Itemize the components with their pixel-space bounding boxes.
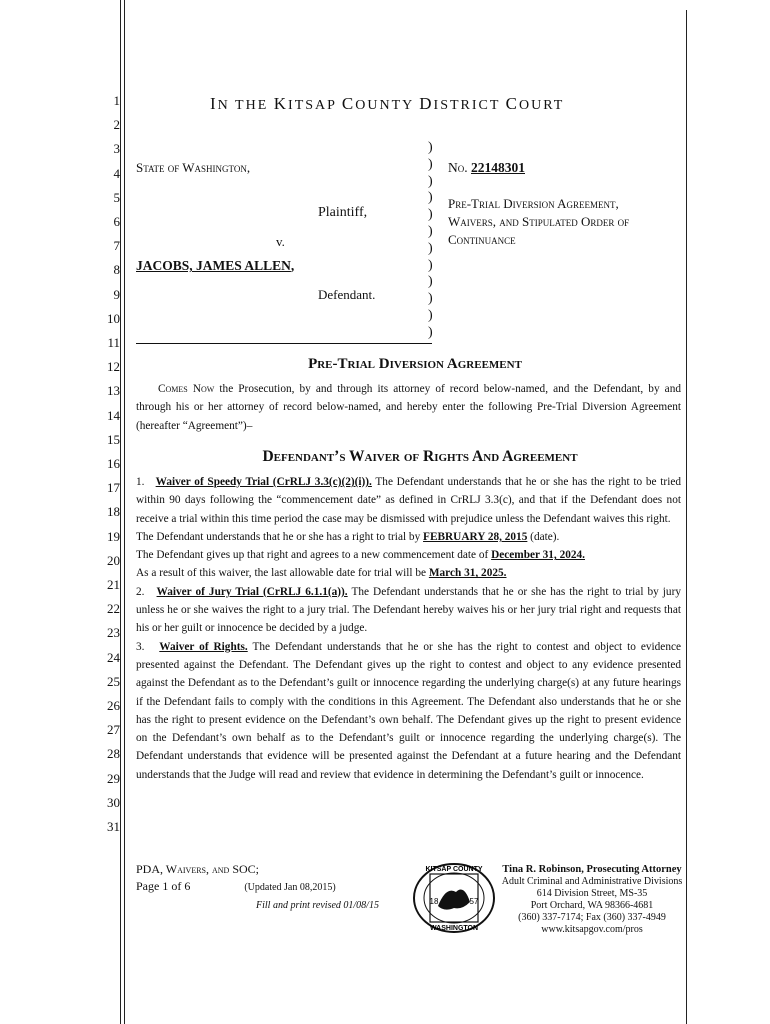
line-number: 31 xyxy=(107,819,120,834)
caption-paren: ) xyxy=(428,207,433,223)
trial-right-line: The Defendant understands that he or she has a right to trial by FEBRUARY 28, 2015 (date). xyxy=(136,530,560,543)
defendant-party: JACOBS, JAMES ALLEN, xyxy=(136,258,295,273)
line-number: 10 xyxy=(107,310,120,326)
footer-page: Page 1 of 6 (Updated Jan 08,2015) xyxy=(136,879,336,893)
svg-text:KITSAP COUNTY: KITSAP COUNTY xyxy=(425,866,483,873)
document-title-line3: Continuance xyxy=(448,232,516,247)
margin-rule xyxy=(120,0,121,1024)
line-number: 16 xyxy=(107,456,120,471)
line-number: 6 xyxy=(113,214,120,229)
waiver-item-3: 3. Waiver of Rights. The Defendant understands that he or she has the right to contest and object to evidence presented against the Defendant. The Defendant gives up the right to contest and object to any evidence presented against the Defendant as to the Defendant’s guilt or innocence regarding the underlying charge(s) at any future hearings if the Defendant fails to comply with the conditions in this Agreement. The Defendant also understands that he or she has the right to present evidence on the Defendant’s own behalf. The Defendant gives up the right to present evidence on the Defendant’s own behalf as to the Defendant’s guilt or innocence regarding the underlying charge(s). The Defendant understands that evidence will be presented against the Defendant at a future hearing and the Defendant understands that the Judge will read and review that evidence in determining the Defendant’s guilt or innocence. xyxy=(136,640,681,781)
caption-paren: ) xyxy=(428,224,433,239)
line-number: 18 xyxy=(107,504,120,520)
plaintiff-party: State of Washington, xyxy=(136,160,251,175)
caption-paren: ) xyxy=(428,173,433,189)
line-number: 8 xyxy=(113,262,120,278)
line-number: 28 xyxy=(107,746,120,762)
line-number: 29 xyxy=(107,770,120,786)
line-number: 15 xyxy=(107,431,120,447)
line-number: 24 xyxy=(107,649,120,665)
waiver-item-1: 1. Waiver of Speedy Trial (CrRLJ 3.3(c)(2)(i)). The Defendant understands that he or she has the right to be tried within 90 days following the “commencement date” as defined in CrRLJ 3.3(c), and that if the Defendant does not receive a trial within this time period the case may be dismissed with prejudice unless the Defendant waives this right. xyxy=(136,476,681,525)
last-date-line: As a result of this waiver, the last allowable date for trial will be March 31, 2025. xyxy=(136,567,507,580)
plaintiff-label: Plaintiff, xyxy=(318,205,368,220)
line-number: 23 xyxy=(107,625,120,641)
prosecutor-address xyxy=(497,864,687,936)
line-number: 20 xyxy=(107,552,120,568)
caption-paren: ) xyxy=(428,291,433,307)
county-seal-icon xyxy=(412,862,496,934)
commencement-line: The Defendant gives up that right and agrees to a new commencement date of December 31, 2024. xyxy=(136,549,585,562)
line-number: 3 xyxy=(113,141,120,157)
line-number: 7 xyxy=(113,238,120,254)
line-number: 17 xyxy=(107,480,120,496)
line-number: 4 xyxy=(113,165,120,181)
line-number: 1 xyxy=(113,93,120,108)
waiver-body xyxy=(136,473,681,784)
line-number: 12 xyxy=(107,359,120,375)
caption-paren: ) xyxy=(428,190,433,206)
caption-paren: ) xyxy=(428,156,433,172)
footer-revised: Fill and print revised 01/08/15 xyxy=(256,900,379,911)
footer-doc-info xyxy=(136,862,379,911)
pta-intro: Comes Now the Prosecution, by and through its attorney of record below-named, and the Defendant, by and through his or her attorney of record below-named, and hereby enter the following Pre-Trial Diversion Agreement (hereafter “Agreement”)– xyxy=(136,383,681,432)
line-number: 30 xyxy=(107,794,120,810)
line-number: 9 xyxy=(113,286,120,302)
line-number: 25 xyxy=(107,673,120,689)
caption-paren: ) xyxy=(428,324,433,340)
case-number: No. 22148301 xyxy=(448,160,525,175)
defendant-label: Defendant. xyxy=(318,287,376,302)
city-address: Port Orchard, WA 98366-4681 xyxy=(530,900,654,911)
margin-rule xyxy=(124,0,125,1024)
pta-heading: Pre-Trial Diversion Agreement xyxy=(308,356,522,372)
footer-doc-code: PDA, Waivers, and SOC; xyxy=(136,862,260,876)
line-number: 19 xyxy=(107,528,120,544)
line-number: 27 xyxy=(107,722,120,738)
waiver-item-2: 2. Waiver of Jury Trial (CrRLJ 6.1.1(a)). The Defendant understands that he or she has the right to trial by jury unless he or she waives the right to a jury trial. The Defendant hereby waives his or her jury trial right and requests that his or her guilt or innocence be decided by a judge. xyxy=(136,585,681,635)
document-title-line1: Pre-Trial Diversion Agreement, xyxy=(448,196,619,211)
caption-paren: ) xyxy=(428,308,433,323)
caption-paren: ) xyxy=(428,274,433,290)
line-number: 21 xyxy=(107,577,120,592)
line-number: 5 xyxy=(113,189,120,205)
street-address: 614 Division Street, MS-35 xyxy=(536,888,648,899)
line-number: 22 xyxy=(107,601,120,617)
caption-paren: ) xyxy=(428,240,433,256)
line-number: 14 xyxy=(107,407,120,423)
svg-text:57: 57 xyxy=(469,897,479,906)
caption-rule xyxy=(136,343,432,344)
court-title: IN THE KITSAP COUNTY DISTRICT COURT xyxy=(210,94,565,113)
line-number: 13 xyxy=(107,383,120,399)
caption-paren: ) xyxy=(428,257,433,273)
versus-label: v. xyxy=(276,234,285,249)
website-link[interactable]: www.kitsapgov.com/pros xyxy=(541,924,643,935)
attorney-name: Tina R. Robinson, Prosecuting Attorney xyxy=(502,864,682,875)
line-number: 11 xyxy=(107,335,120,350)
waiver-heading: Defendant’s Waiver of Rights And Agreement xyxy=(262,448,578,465)
line-number: 26 xyxy=(107,698,120,713)
document-title-line2: Waivers, and Stipulated Order of xyxy=(448,214,630,229)
svg-text:WASHINGTON: WASHINGTON xyxy=(429,925,479,932)
caption-paren: ) xyxy=(428,140,433,155)
line-number: 2 xyxy=(113,117,120,133)
phone-fax: (360) 337-7174; Fax (360) 337-4949 xyxy=(518,912,666,923)
svg-text:18: 18 xyxy=(429,897,439,906)
division: Adult Criminal and Administrative Divisions xyxy=(501,876,683,887)
